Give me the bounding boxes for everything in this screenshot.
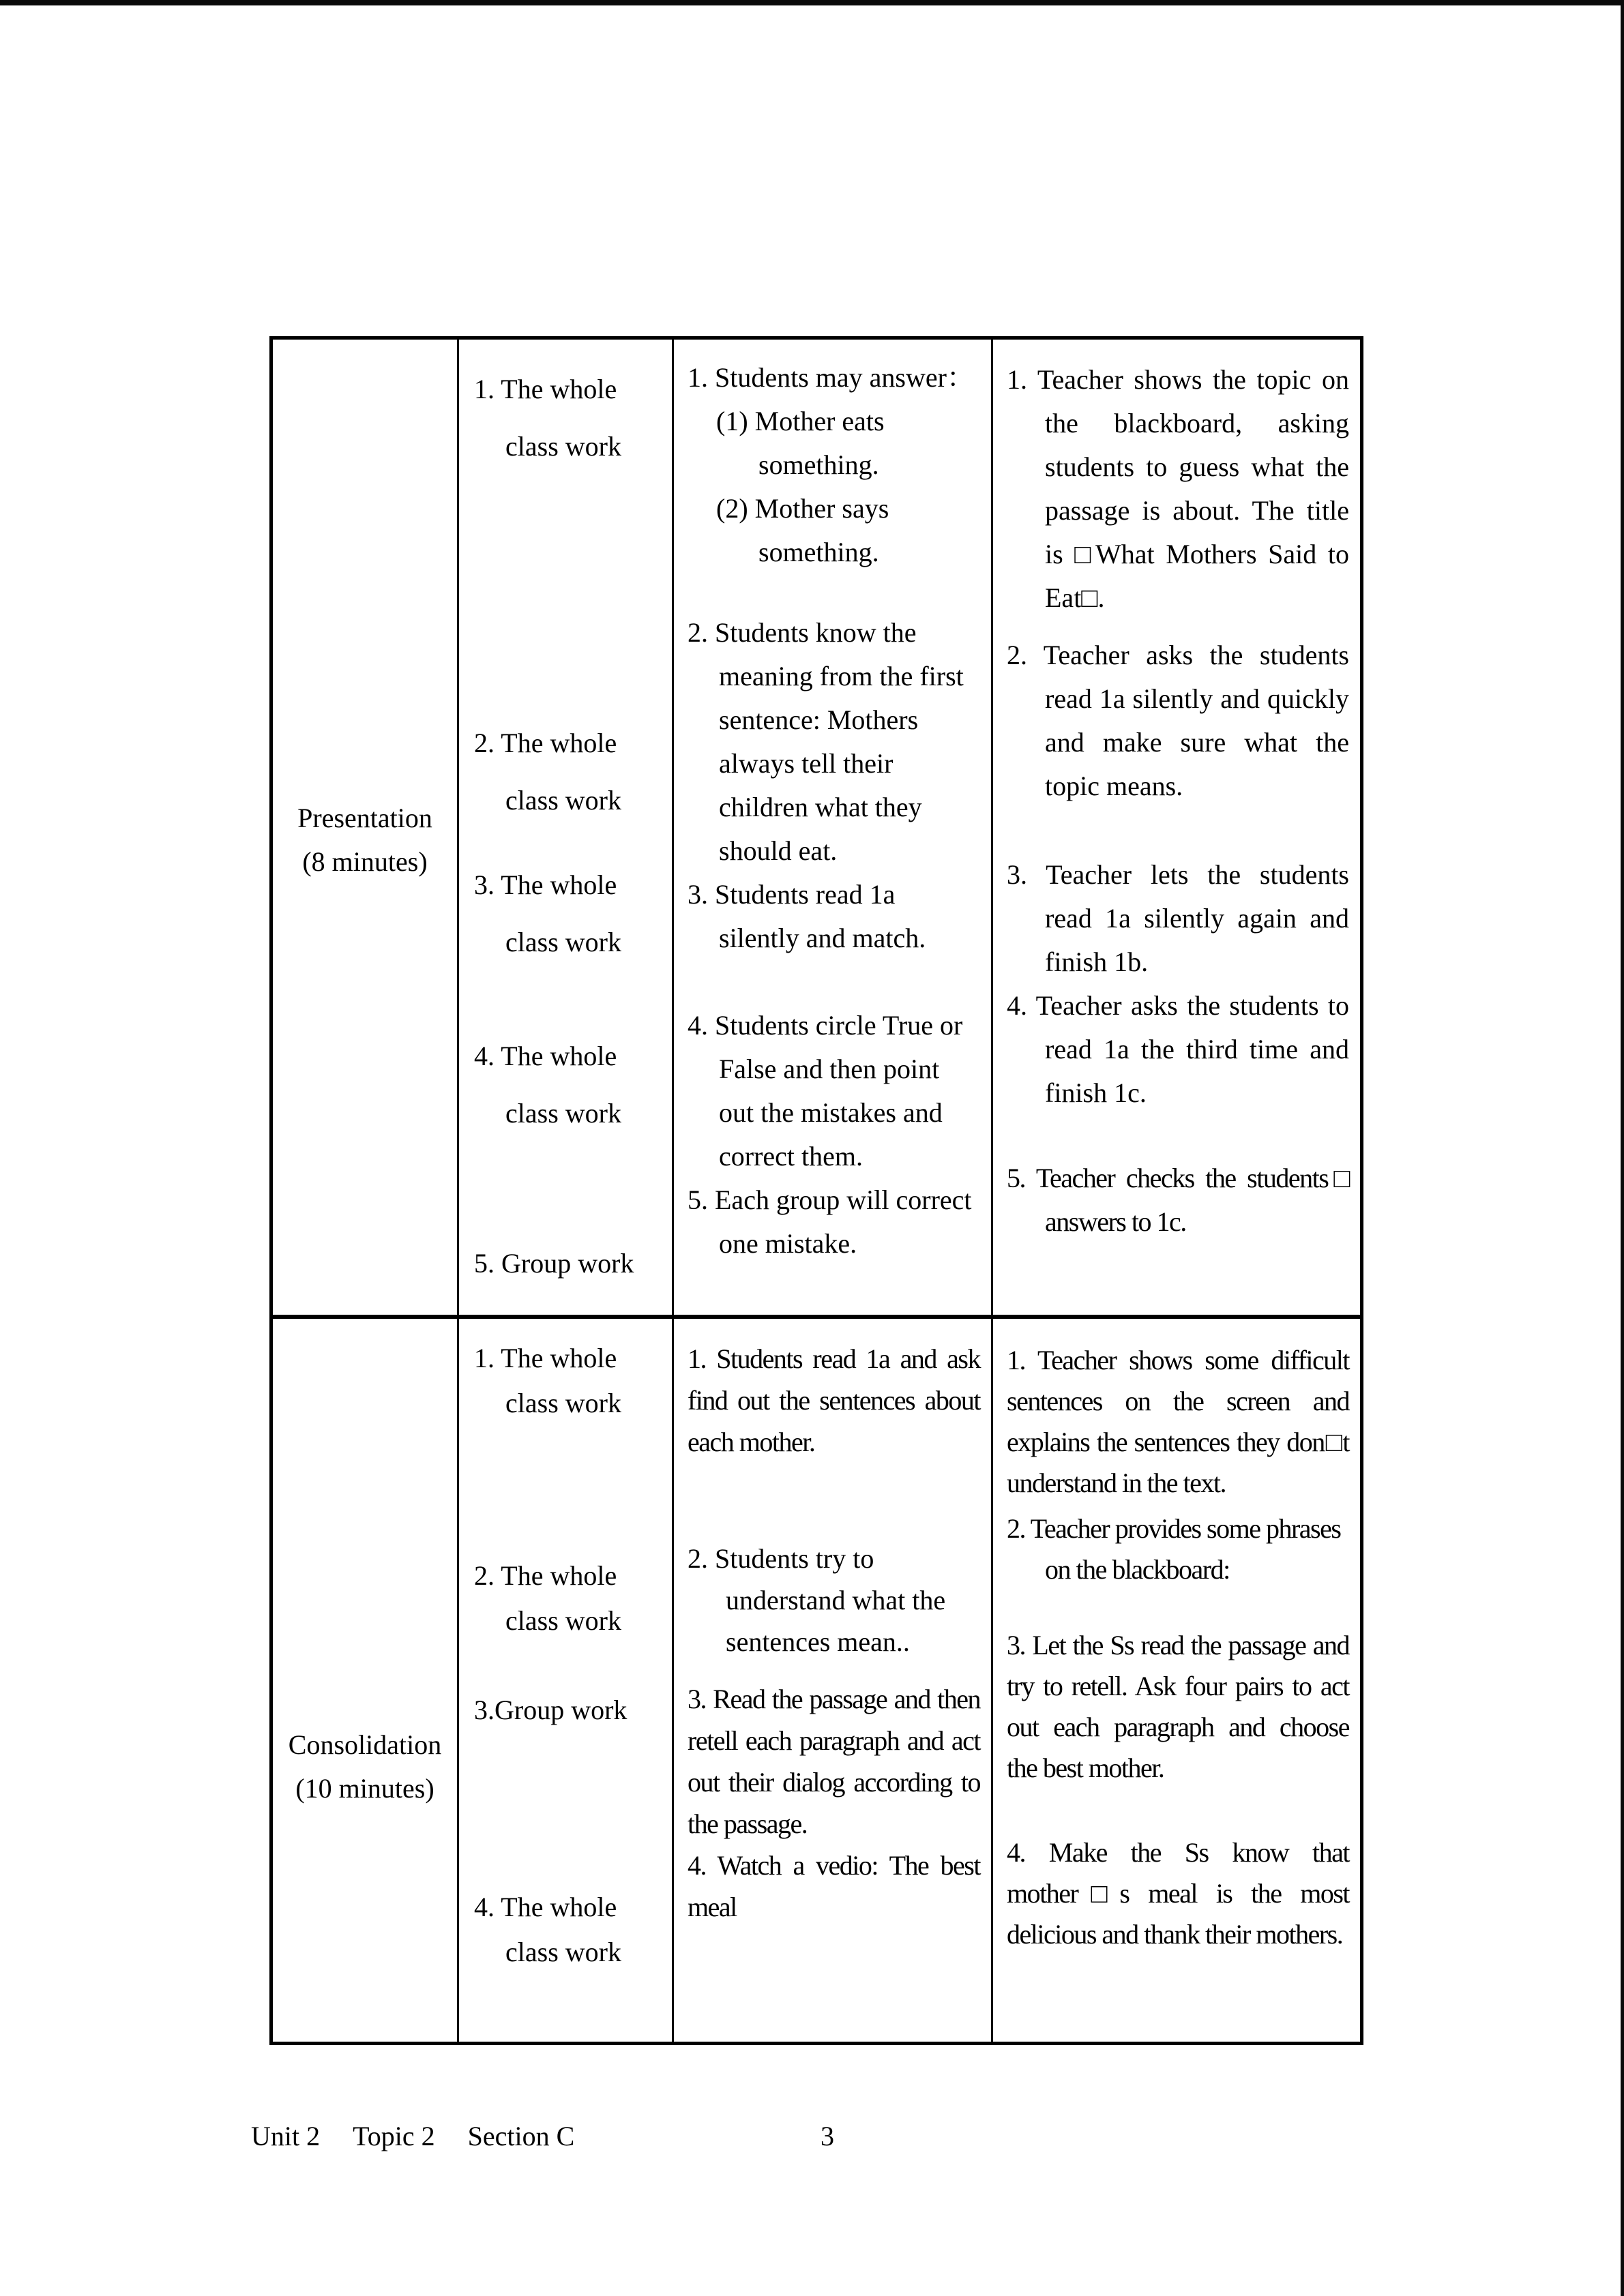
student-activity: 1. Students may answer： bbox=[688, 362, 974, 393]
interaction-item: 2. The whole class work bbox=[474, 1560, 621, 1636]
students-cell-presentation bbox=[672, 340, 991, 1315]
interaction-item: 4. The whole class work bbox=[474, 1041, 621, 1129]
teacher-activity: 3. Teacher lets the students read 1a silently again and finish 1b. bbox=[1007, 859, 1349, 977]
interaction-item: 3. The whole class work bbox=[474, 869, 621, 957]
teacher-activity: 2. Teacher asks the students read 1a silently and quickly and make sure what the topic means. bbox=[1007, 640, 1349, 801]
interaction-item: 4. The whole class work bbox=[474, 1892, 621, 1967]
student-activity: 3. Students read 1a silently and match. bbox=[688, 879, 926, 953]
stage-name: Presentation bbox=[297, 803, 432, 833]
lesson-plan-table bbox=[269, 336, 1363, 2045]
stage-cell-consolidation bbox=[273, 1315, 457, 2042]
teacher-activity: 2. Teacher provides some phrases on the blackboard: bbox=[1007, 1513, 1341, 1585]
footer-unit: Unit 2 bbox=[251, 2121, 321, 2151]
interaction-item: 1. The whole class work bbox=[474, 1343, 621, 1418]
teacher-activity: 3. Let the Ss read the passage and try to retell. Ask four pairs to act out each paragraph and choose the best mother. bbox=[1007, 1630, 1349, 1783]
interaction-item: 3.Group work bbox=[474, 1695, 628, 1725]
teacher-activity: 4. Teacher asks the students to read 1a the third time and finish 1c. bbox=[1007, 990, 1349, 1108]
footer bbox=[251, 2116, 607, 2157]
student-activity: 3. Read the passage and then retell each paragraph and act out their dialog according to the passage. bbox=[688, 1684, 980, 1839]
student-activity: 2. Students try to understand what the sentences mean.. bbox=[688, 1543, 946, 1657]
teacher-activity: 1. Teacher shows the topic on the blackboard, asking students to guess what the passage is about. The title is □What Mothers Said to Eat□. bbox=[1007, 364, 1349, 613]
interaction-item: 2. The whole class work bbox=[474, 728, 621, 816]
footer-section: Section C bbox=[467, 2121, 575, 2151]
teacher-activity: 1. Teacher shows some difficult sentences on the screen and explains the sentences they don□t understand in the text. bbox=[1007, 1345, 1349, 1498]
interaction-item: 1. The whole class work bbox=[474, 374, 621, 462]
student-activity: 2. Students know the meaning from the first sentence: Mothers always tell their children what they should eat. bbox=[688, 617, 964, 866]
page-number: 3 bbox=[821, 2121, 834, 2151]
student-activity-sub: (1) Mother eats something. bbox=[716, 406, 885, 480]
interaction-cell-presentation bbox=[457, 340, 672, 1315]
teacher-cell-consolidation bbox=[991, 1315, 1360, 2042]
teacher-activity: 5. Teacher checks the students□ answers to 1c. bbox=[1007, 1163, 1349, 1237]
interaction-cell-consolidation bbox=[457, 1315, 672, 2042]
interaction-item: 5. Group work bbox=[474, 1248, 634, 1279]
student-activity: 1. Students read 1a and ask find out the sentences about each mother. bbox=[688, 1343, 980, 1457]
teacher-cell-presentation bbox=[991, 340, 1360, 1315]
student-activity-sub: (2) Mother says something. bbox=[716, 493, 889, 567]
stage-duration: (8 minutes) bbox=[302, 846, 428, 877]
page-top-edge-line bbox=[0, 0, 1624, 5]
student-activity: 4. Students circle True or False and then point out the mistakes and correct them. bbox=[688, 1010, 963, 1172]
stage-cell-presentation bbox=[273, 340, 457, 1315]
student-activity: 4. Watch a vedio: The best meal bbox=[688, 1850, 980, 1922]
page-right-edge-line bbox=[1621, 0, 1624, 2296]
stage-duration: (10 minutes) bbox=[295, 1773, 434, 1804]
students-cell-consolidation bbox=[672, 1315, 991, 2042]
student-activity: 5. Each group will correct one mistake. bbox=[688, 1184, 972, 1259]
teacher-activity: 4. Make the Ss know that mother□s meal is the most delicious and thank their mothers. bbox=[1007, 1837, 1349, 1950]
stage-name: Consolidation bbox=[288, 1729, 442, 1760]
footer-topic: Topic 2 bbox=[353, 2121, 435, 2151]
